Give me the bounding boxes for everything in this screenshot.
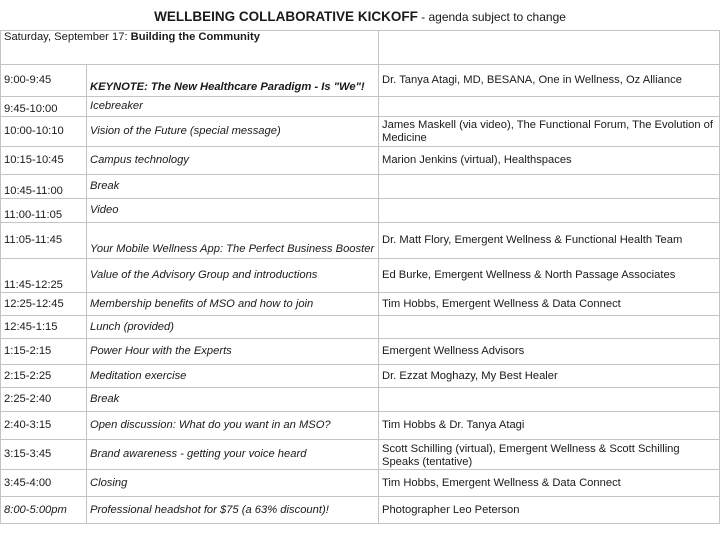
day-theme: Building the Community: [130, 31, 260, 43]
row-time: 12:25-12:45: [1, 293, 87, 316]
row-speaker: Ed Burke, Emergent Wellness & North Passage Associates: [379, 259, 720, 293]
day-header-row: [1, 31, 720, 65]
row-speaker: Photographer Leo Peterson: [379, 497, 720, 524]
row-speaker: Tim Hobbs, Emergent Wellness & Data Connect: [379, 293, 720, 316]
row-session: Meditation exercise: [87, 365, 379, 388]
row-time: 11:00-11:05: [1, 199, 87, 223]
table-row: [1, 497, 720, 524]
table-row: [1, 199, 720, 223]
row-session: Brand awareness - getting your voice heard: [87, 440, 379, 470]
row-time: 10:00-10:10: [1, 117, 87, 147]
table-row: [1, 65, 720, 97]
row-session: Campus technology: [87, 147, 379, 175]
row-time: 11:45-12:25: [1, 259, 87, 293]
table-row: [1, 175, 720, 199]
row-session: Break: [87, 175, 379, 199]
row-time: 1:15-2:15: [1, 339, 87, 365]
table-row: [1, 259, 720, 293]
row-session: Video: [87, 199, 379, 223]
table-row: [1, 339, 720, 365]
row-time: 11:05-11:45: [1, 223, 87, 259]
row-time: 9:45-10:00: [1, 97, 87, 117]
row-speaker: Tim Hobbs & Dr. Tanya Atagi: [379, 412, 720, 440]
day-header-blank: [379, 31, 720, 65]
row-session: Icebreaker: [87, 97, 379, 117]
row-time: 8:00-5:00pm: [1, 497, 87, 524]
row-time: 9:00-9:45: [1, 65, 87, 97]
row-speaker: Scott Schilling (virtual), Emergent Wellness & Scott Schilling Speaks (tentative): [379, 440, 720, 470]
row-time: 2:40-3:15: [1, 412, 87, 440]
table-row: [1, 365, 720, 388]
row-time: 12:45-1:15: [1, 316, 87, 339]
row-session: Value of the Advisory Group and introductions: [87, 259, 379, 293]
table-row: [1, 293, 720, 316]
table-row: [1, 470, 720, 497]
row-speaker: Tim Hobbs, Emergent Wellness & Data Connect: [379, 470, 720, 497]
table-row: [1, 440, 720, 470]
row-speaker: Dr. Ezzat Moghazy, My Best Healer: [379, 365, 720, 388]
table-row: [1, 117, 720, 147]
row-session: Closing: [87, 470, 379, 497]
agenda-note: - agenda subject to change: [417, 10, 566, 24]
row-time: 3:15-3:45: [1, 440, 87, 470]
row-session: Break: [87, 388, 379, 412]
table-row: [1, 97, 720, 117]
table-row: [1, 316, 720, 339]
row-session: KEYNOTE: The New Healthcare Paradigm - Is "We"!: [87, 65, 379, 97]
row-time: 2:25-2:40: [1, 388, 87, 412]
row-speaker: Dr. Tanya Atagi, MD, BESANA, One in Wellness, Oz Alliance: [379, 65, 720, 97]
table-row: [1, 412, 720, 440]
table-row: [1, 147, 720, 175]
row-session: Vision of the Future (special message): [87, 117, 379, 147]
row-speaker: [379, 388, 720, 412]
row-speaker: [379, 199, 720, 223]
row-speaker: [379, 97, 720, 117]
row-speaker: James Maskell (via video), The Functional Forum, The Evolution of Medicine: [379, 117, 720, 147]
row-speaker: Dr. Matt Flory, Emergent Wellness & Functional Health Team: [379, 223, 720, 259]
agenda-table: [0, 30, 720, 524]
row-time: 10:15-10:45: [1, 147, 87, 175]
day-date: Saturday, September 17:: [4, 31, 131, 43]
row-time: 3:45-4:00: [1, 470, 87, 497]
row-speaker: Emergent Wellness Advisors: [379, 339, 720, 365]
row-time: 2:15-2:25: [1, 365, 87, 388]
row-session: Membership benefits of MSO and how to join: [87, 293, 379, 316]
row-session: Open discussion: What do you want in an MSO?: [87, 412, 379, 440]
row-speaker: Marion Jenkins (virtual), Healthspaces: [379, 147, 720, 175]
day-header: [1, 31, 379, 65]
event-title: WELLBEING COLLABORATIVE KICKOFF: [154, 9, 418, 24]
agenda-title: [0, 6, 720, 28]
row-speaker: [379, 316, 720, 339]
row-session: Professional headshot for $75 (a 63% discount)!: [87, 497, 379, 524]
row-session: Your Mobile Wellness App: The Perfect Business Booster: [87, 223, 379, 259]
row-session: Power Hour with the Experts: [87, 339, 379, 365]
table-row: [1, 223, 720, 259]
row-speaker: [379, 175, 720, 199]
row-time: 10:45-11:00: [1, 175, 87, 199]
table-row: [1, 388, 720, 412]
row-session: Lunch (provided): [87, 316, 379, 339]
